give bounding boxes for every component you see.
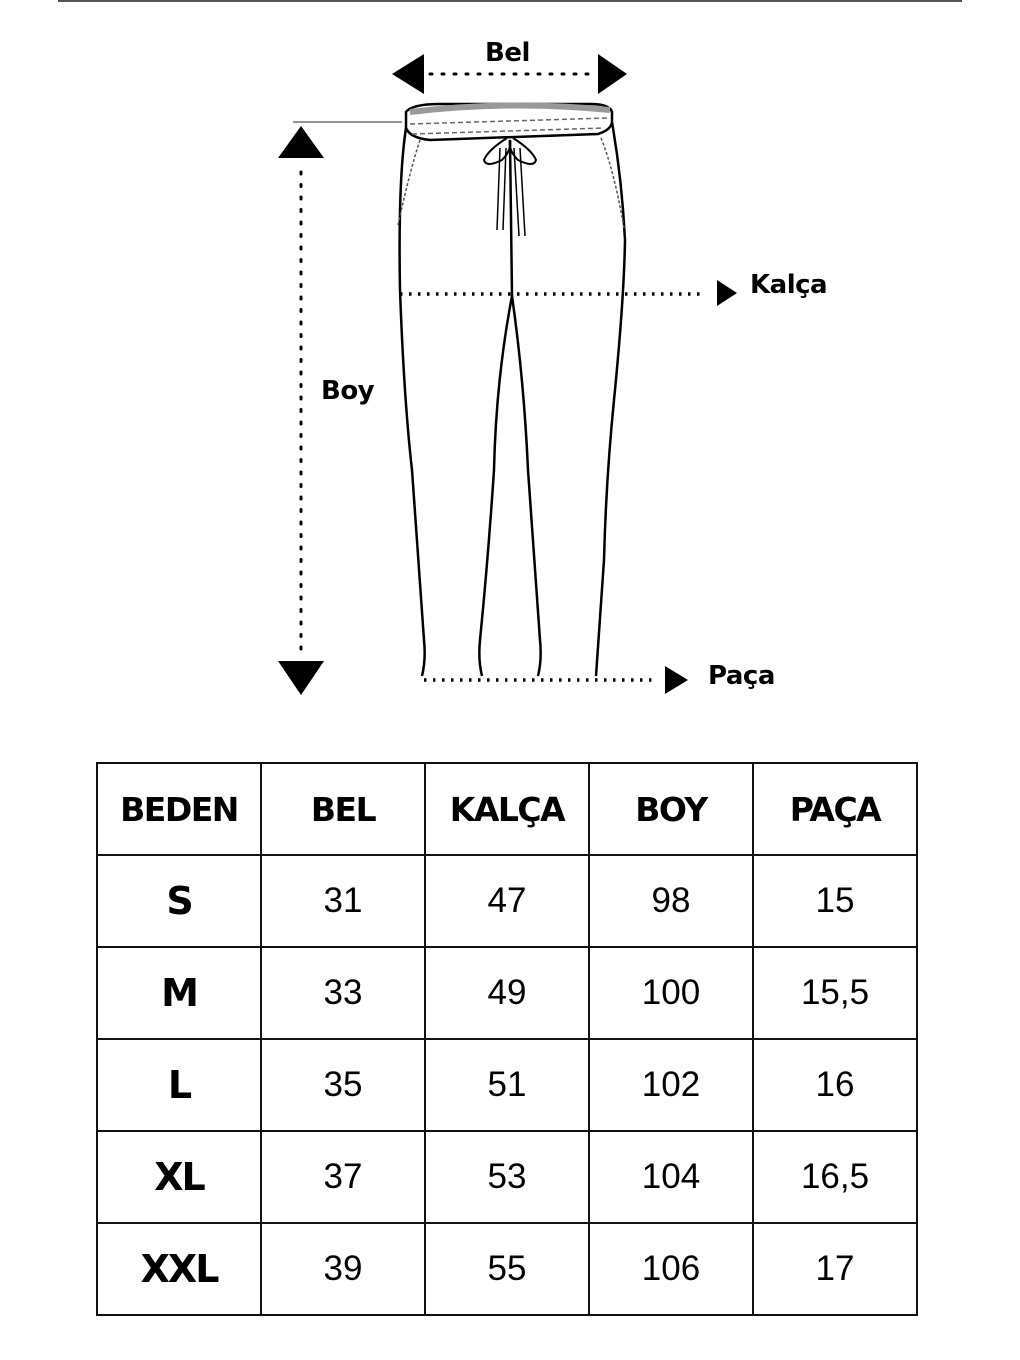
arrow-right-icon	[717, 280, 737, 306]
length-cell: 98	[589, 855, 753, 947]
hip-cell: 55	[425, 1223, 589, 1315]
hem-cell: 16,5	[753, 1131, 917, 1223]
arrow-up-icon	[278, 126, 324, 158]
pants-illustration	[398, 104, 625, 676]
waist-cell: 31	[261, 855, 425, 947]
arrow-right-icon	[598, 54, 627, 94]
header-hip: KALÇA	[425, 763, 589, 855]
waist-cell: 33	[261, 947, 425, 1039]
hem-cell: 16	[753, 1039, 917, 1131]
size-cell: S	[97, 855, 261, 947]
table-header-row	[97, 763, 917, 855]
hip-cell: 51	[425, 1039, 589, 1131]
header-hem: PAÇA	[753, 763, 917, 855]
waist-cell: 35	[261, 1039, 425, 1131]
arrow-down-icon	[278, 661, 324, 695]
length-cell: 106	[589, 1223, 753, 1315]
label-hip: Kalça	[750, 270, 828, 300]
length-cell: 102	[589, 1039, 753, 1131]
header-length: BOY	[589, 763, 753, 855]
header-waist: BEL	[261, 763, 425, 855]
size-table	[96, 762, 918, 1316]
hem-cell: 15,5	[753, 947, 917, 1039]
table-row	[97, 1039, 917, 1131]
label-length: Boy	[321, 376, 375, 406]
hem-cell: 15	[753, 855, 917, 947]
arrow-left-icon	[392, 54, 424, 94]
hip-cell: 53	[425, 1131, 589, 1223]
length-cell: 100	[589, 947, 753, 1039]
header-size: BEDEN	[97, 763, 261, 855]
table-row	[97, 947, 917, 1039]
waist-cell: 37	[261, 1131, 425, 1223]
size-cell: XL	[97, 1131, 261, 1223]
size-cell: XXL	[97, 1223, 261, 1315]
hip-cell: 47	[425, 855, 589, 947]
table-row	[97, 1131, 917, 1223]
arrow-right-icon	[665, 666, 688, 694]
label-waist: Bel	[485, 38, 530, 68]
table-row	[97, 1223, 917, 1315]
table-row	[97, 855, 917, 947]
length-cell: 104	[589, 1131, 753, 1223]
hem-cell: 17	[753, 1223, 917, 1315]
label-hem: Paça	[708, 661, 775, 691]
hip-cell: 49	[425, 947, 589, 1039]
size-cell: L	[97, 1039, 261, 1131]
waist-cell: 39	[261, 1223, 425, 1315]
size-cell: M	[97, 947, 261, 1039]
